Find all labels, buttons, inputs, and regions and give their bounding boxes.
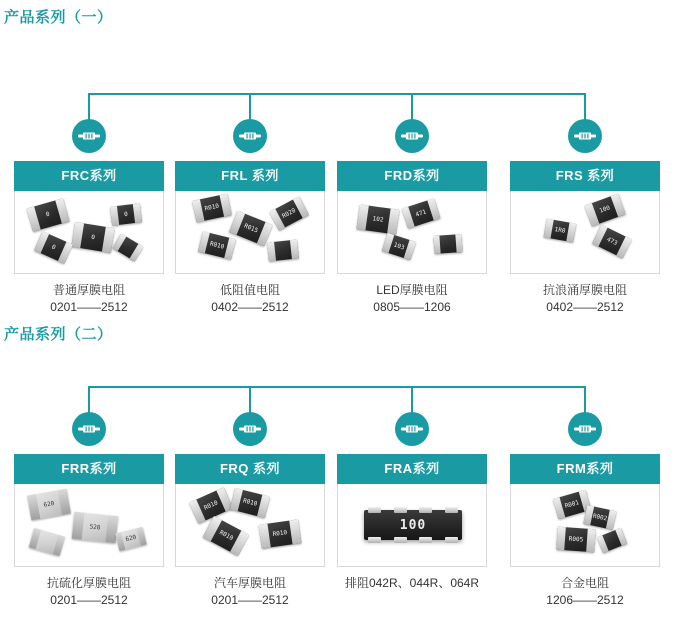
connector-horizontal	[88, 93, 585, 95]
series-caption	[175, 575, 325, 609]
series-header: FRS 系列	[510, 161, 660, 191]
resistor-icon	[233, 119, 267, 153]
resistor-icon	[568, 412, 602, 446]
series-photo: 0 0 0 0	[14, 191, 164, 274]
series-photo: R001 R002 R005	[510, 484, 660, 567]
caption-line-2: 0201——2512	[50, 300, 128, 314]
series-card[interactable]	[175, 454, 325, 567]
connector-branch	[249, 93, 251, 121]
series-node-frr[interactable]	[14, 412, 164, 609]
caption-line-1: 合金电阻	[560, 576, 609, 590]
series-photo: 102 471 103	[337, 191, 487, 274]
section-title-2: 产品系列（二）	[4, 326, 113, 343]
series-caption	[14, 282, 164, 316]
caption-line-1: 抗浪涌厚膜电阻	[542, 283, 627, 297]
series-node-fra[interactable]	[337, 412, 487, 592]
connector-branch	[411, 386, 413, 414]
series-photo: R010 R010 R010 R010	[175, 484, 325, 567]
series-header: FRC系列	[14, 161, 164, 191]
connector-branch	[411, 93, 413, 121]
section-title-1: 产品系列（一）	[4, 9, 113, 26]
caption-line-1: 排阻042R、044R、064R	[344, 576, 480, 590]
caption-line-2: 0402——2512	[546, 300, 624, 314]
connector-branch	[249, 386, 251, 414]
series-node-frs[interactable]	[510, 119, 660, 316]
resistor-icon	[395, 412, 429, 446]
series-node-frm[interactable]	[510, 412, 660, 609]
series-node-frl[interactable]	[175, 119, 325, 316]
resistor-icon	[568, 119, 602, 153]
series-caption	[510, 575, 660, 609]
series-card[interactable]	[337, 161, 487, 274]
connector-branch	[88, 93, 90, 121]
connector-horizontal	[88, 386, 585, 388]
caption-line-1: 低阻值电阻	[219, 283, 280, 297]
array-code: 100	[399, 517, 427, 533]
resistor-icon	[72, 412, 106, 446]
series-card[interactable]	[510, 161, 660, 274]
series-card[interactable]	[510, 454, 660, 567]
series-caption	[510, 282, 660, 316]
caption-line-2: 0201——2512	[211, 593, 289, 607]
caption-line-2: 0402——2512	[211, 300, 289, 314]
caption-line-1: LED厚膜电阻	[376, 283, 448, 297]
connector-branch	[584, 93, 586, 121]
series-card[interactable]	[337, 454, 487, 567]
caption-line-2: 0805——1206	[373, 300, 451, 314]
series-header: FRD系列	[337, 161, 487, 191]
series-node-frc[interactable]	[14, 119, 164, 316]
series-header: FRL 系列	[175, 161, 325, 191]
series-photo: 620 520 620	[14, 484, 164, 567]
resistor-icon	[233, 412, 267, 446]
caption-line-2: 1206——2512	[546, 593, 624, 607]
series-card[interactable]	[14, 454, 164, 567]
series-node-frq[interactable]	[175, 412, 325, 609]
series-header: FRR系列	[14, 454, 164, 484]
series-photo: R010 R015 R020 R010	[175, 191, 325, 274]
series-card[interactable]	[14, 161, 164, 274]
caption-line-1: 汽车厚膜电阻	[213, 576, 286, 590]
connector-branch	[584, 386, 586, 414]
caption-line-1: 普通厚膜电阻	[52, 283, 125, 297]
caption-line-1: 抗硫化厚膜电阻	[46, 576, 131, 590]
resistor-icon	[395, 119, 429, 153]
series-caption	[337, 282, 487, 316]
product-series-section-2	[0, 317, 685, 634]
series-header: FRA系列	[337, 454, 487, 484]
series-node-frd[interactable]	[337, 119, 487, 316]
series-caption	[175, 282, 325, 316]
series-card[interactable]	[175, 161, 325, 274]
series-photo: 100 1R0 473	[510, 191, 660, 274]
series-tree-1	[0, 27, 685, 317]
series-header: FRQ 系列	[175, 454, 325, 484]
caption-line-2: 0201——2512	[50, 593, 128, 607]
series-header: FRM系列	[510, 454, 660, 484]
series-photo	[337, 484, 487, 567]
resistor-icon	[72, 119, 106, 153]
series-caption	[14, 575, 164, 609]
series-tree-2	[0, 344, 685, 634]
connector-branch	[88, 386, 90, 414]
series-caption	[337, 575, 487, 592]
